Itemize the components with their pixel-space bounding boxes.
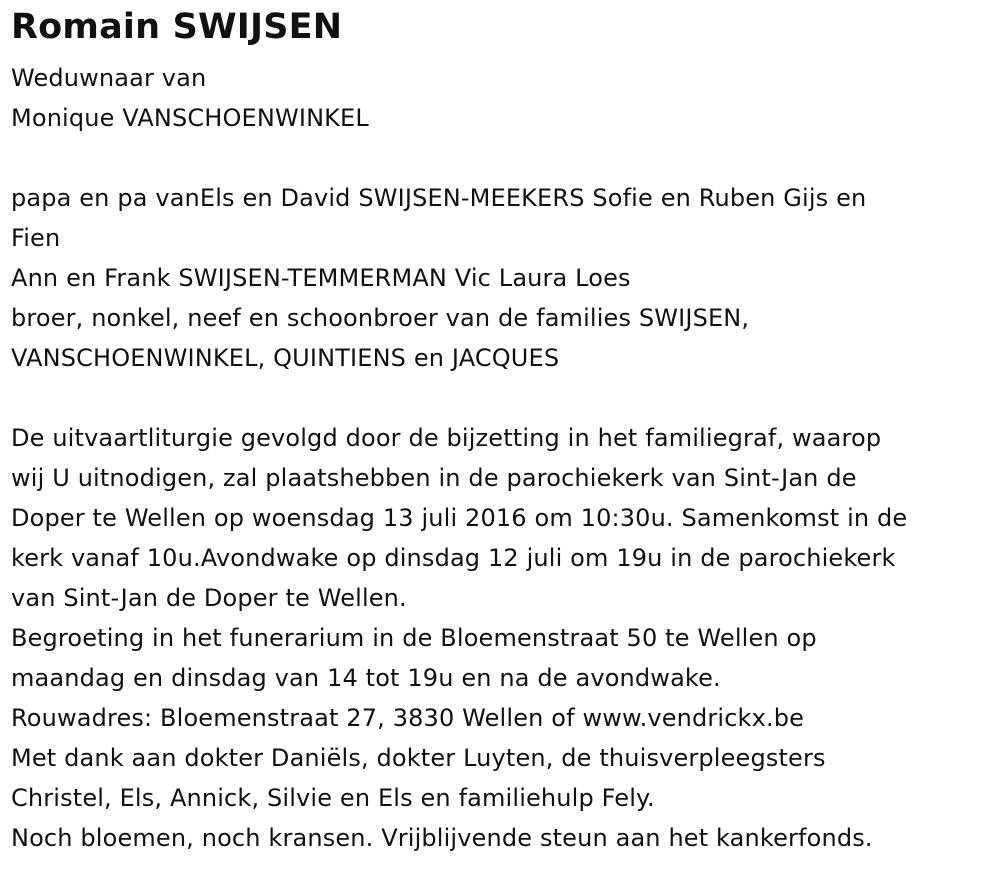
details-line: Christel, Els, Annick, Silvie en Els en familiehulp Fely.: [11, 784, 655, 812]
details-line: wij U uitnodigen, zal plaatshebben in de parochiekerk van Sint-Jan de: [11, 464, 857, 492]
intro-line: Weduwnaar van: [11, 64, 207, 92]
details-line: Noch bloemen, noch kransen. Vrijblijvende steun aan het kankerfonds.: [11, 824, 873, 852]
family-line: papa en pa vanEls en David SWIJSEN-MEEKERS Sofie en Ruben Gijs en: [11, 184, 867, 212]
details-line: De uitvaartliturgie gevolgd door de bijzetting in het familiegraf, waarop: [11, 424, 882, 452]
intro-section: [11, 58, 991, 138]
details-line: Doper te Wellen op woensdag 13 juli 2016 om 10:30u. Samenkomst in de: [11, 504, 908, 532]
family-line: broer, nonkel, neef en schoonbroer van de families SWIJSEN,: [11, 304, 750, 332]
details-line: Met dank aan dokter Daniëls, dokter Luyten, de thuisverpleegsters: [11, 744, 826, 772]
family-line: Ann en Frank SWIJSEN-TEMMERMAN Vic Laura Loes: [11, 264, 631, 292]
deceased-name: Romain SWIJSEN: [11, 7, 343, 47]
details-line: Begroeting in het funerarium in de Bloemenstraat 50 te Wellen op: [11, 624, 817, 652]
family-line: Fien: [11, 224, 61, 252]
details-section: [11, 418, 991, 858]
family-section: [11, 178, 991, 378]
obituary-notice: [11, 6, 991, 858]
details-line: van Sint-Jan de Doper te Wellen.: [11, 584, 407, 612]
details-line: maandag en dinsdag van 14 tot 19u en na de avondwake.: [11, 664, 721, 692]
details-line: Rouwadres: Bloemenstraat 27, 3830 Wellen of www.vendrickx.be: [11, 704, 805, 732]
details-line: kerk vanaf 10u.Avondwake op dinsdag 12 juli om 19u in de parochiekerk: [11, 544, 896, 572]
section-spacer: [11, 138, 991, 178]
intro-line: Monique VANSCHOENWINKEL: [11, 104, 369, 132]
family-line: VANSCHOENWINKEL, QUINTIENS en JACQUES: [11, 344, 560, 372]
section-spacer: [11, 378, 991, 418]
